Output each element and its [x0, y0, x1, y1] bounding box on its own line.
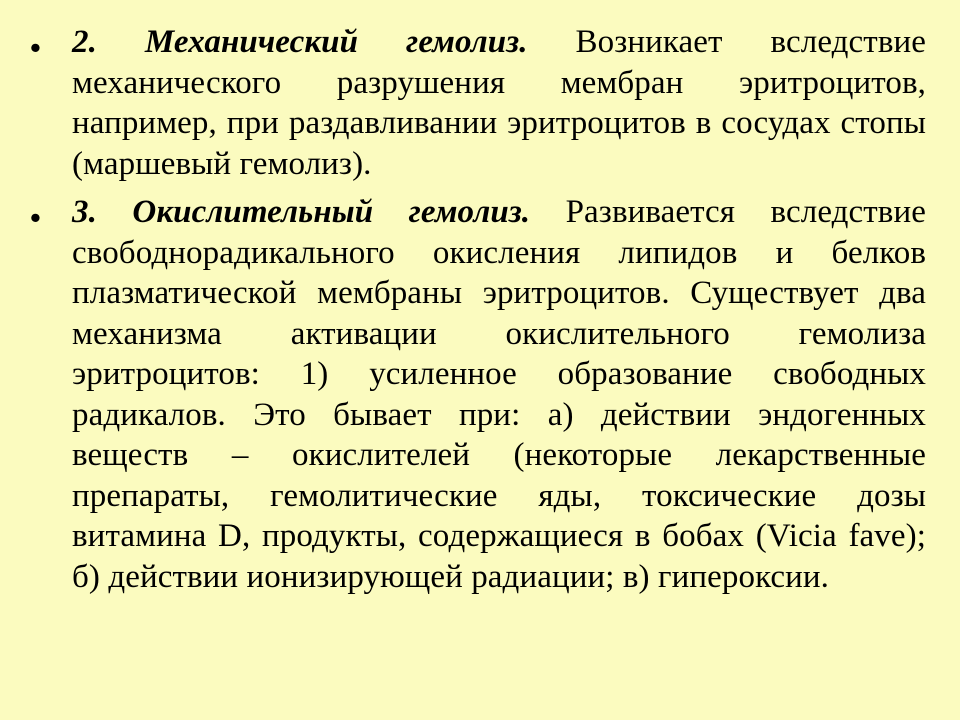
bullet-body: Развивается вследствие свободнорадикального окисления липидов и белков плазматической мембраны эритроцитов. Существует два механизма активации окислительного гемолиза эритроцитов: 1) усиленное образование свободных радикалов. Это бывает при: а) действии эндогенных веществ – окислителей (некоторые лекарственные препараты, гемолитические яды, токсические дозы витамина D, продукты, содержащиеся в бобах (Vicia fave); б) действии ионизирующей радиации; в) гипероксии. [72, 194, 926, 595]
bullet-item-oxidative-hemolysis [30, 192, 926, 597]
bullet-paragraph [72, 22, 926, 184]
bullet-paragraph [72, 192, 926, 597]
bullet-item-mechanical-hemolysis [30, 22, 926, 184]
bullet-icon: • [30, 200, 41, 235]
bullet-body: Возникает вследствие механического разрушения мембран эритроцитов, например, при раздавливании эритроцитов в сосудах стопы (маршевый гемолиз). [72, 24, 927, 182]
bullet-heading: 2. Механический гемолиз. [72, 24, 528, 60]
bullet-list [30, 22, 926, 605]
bullet-heading: 3. Окислительный гемолиз. [72, 194, 531, 230]
bullet-icon: • [30, 30, 41, 65]
